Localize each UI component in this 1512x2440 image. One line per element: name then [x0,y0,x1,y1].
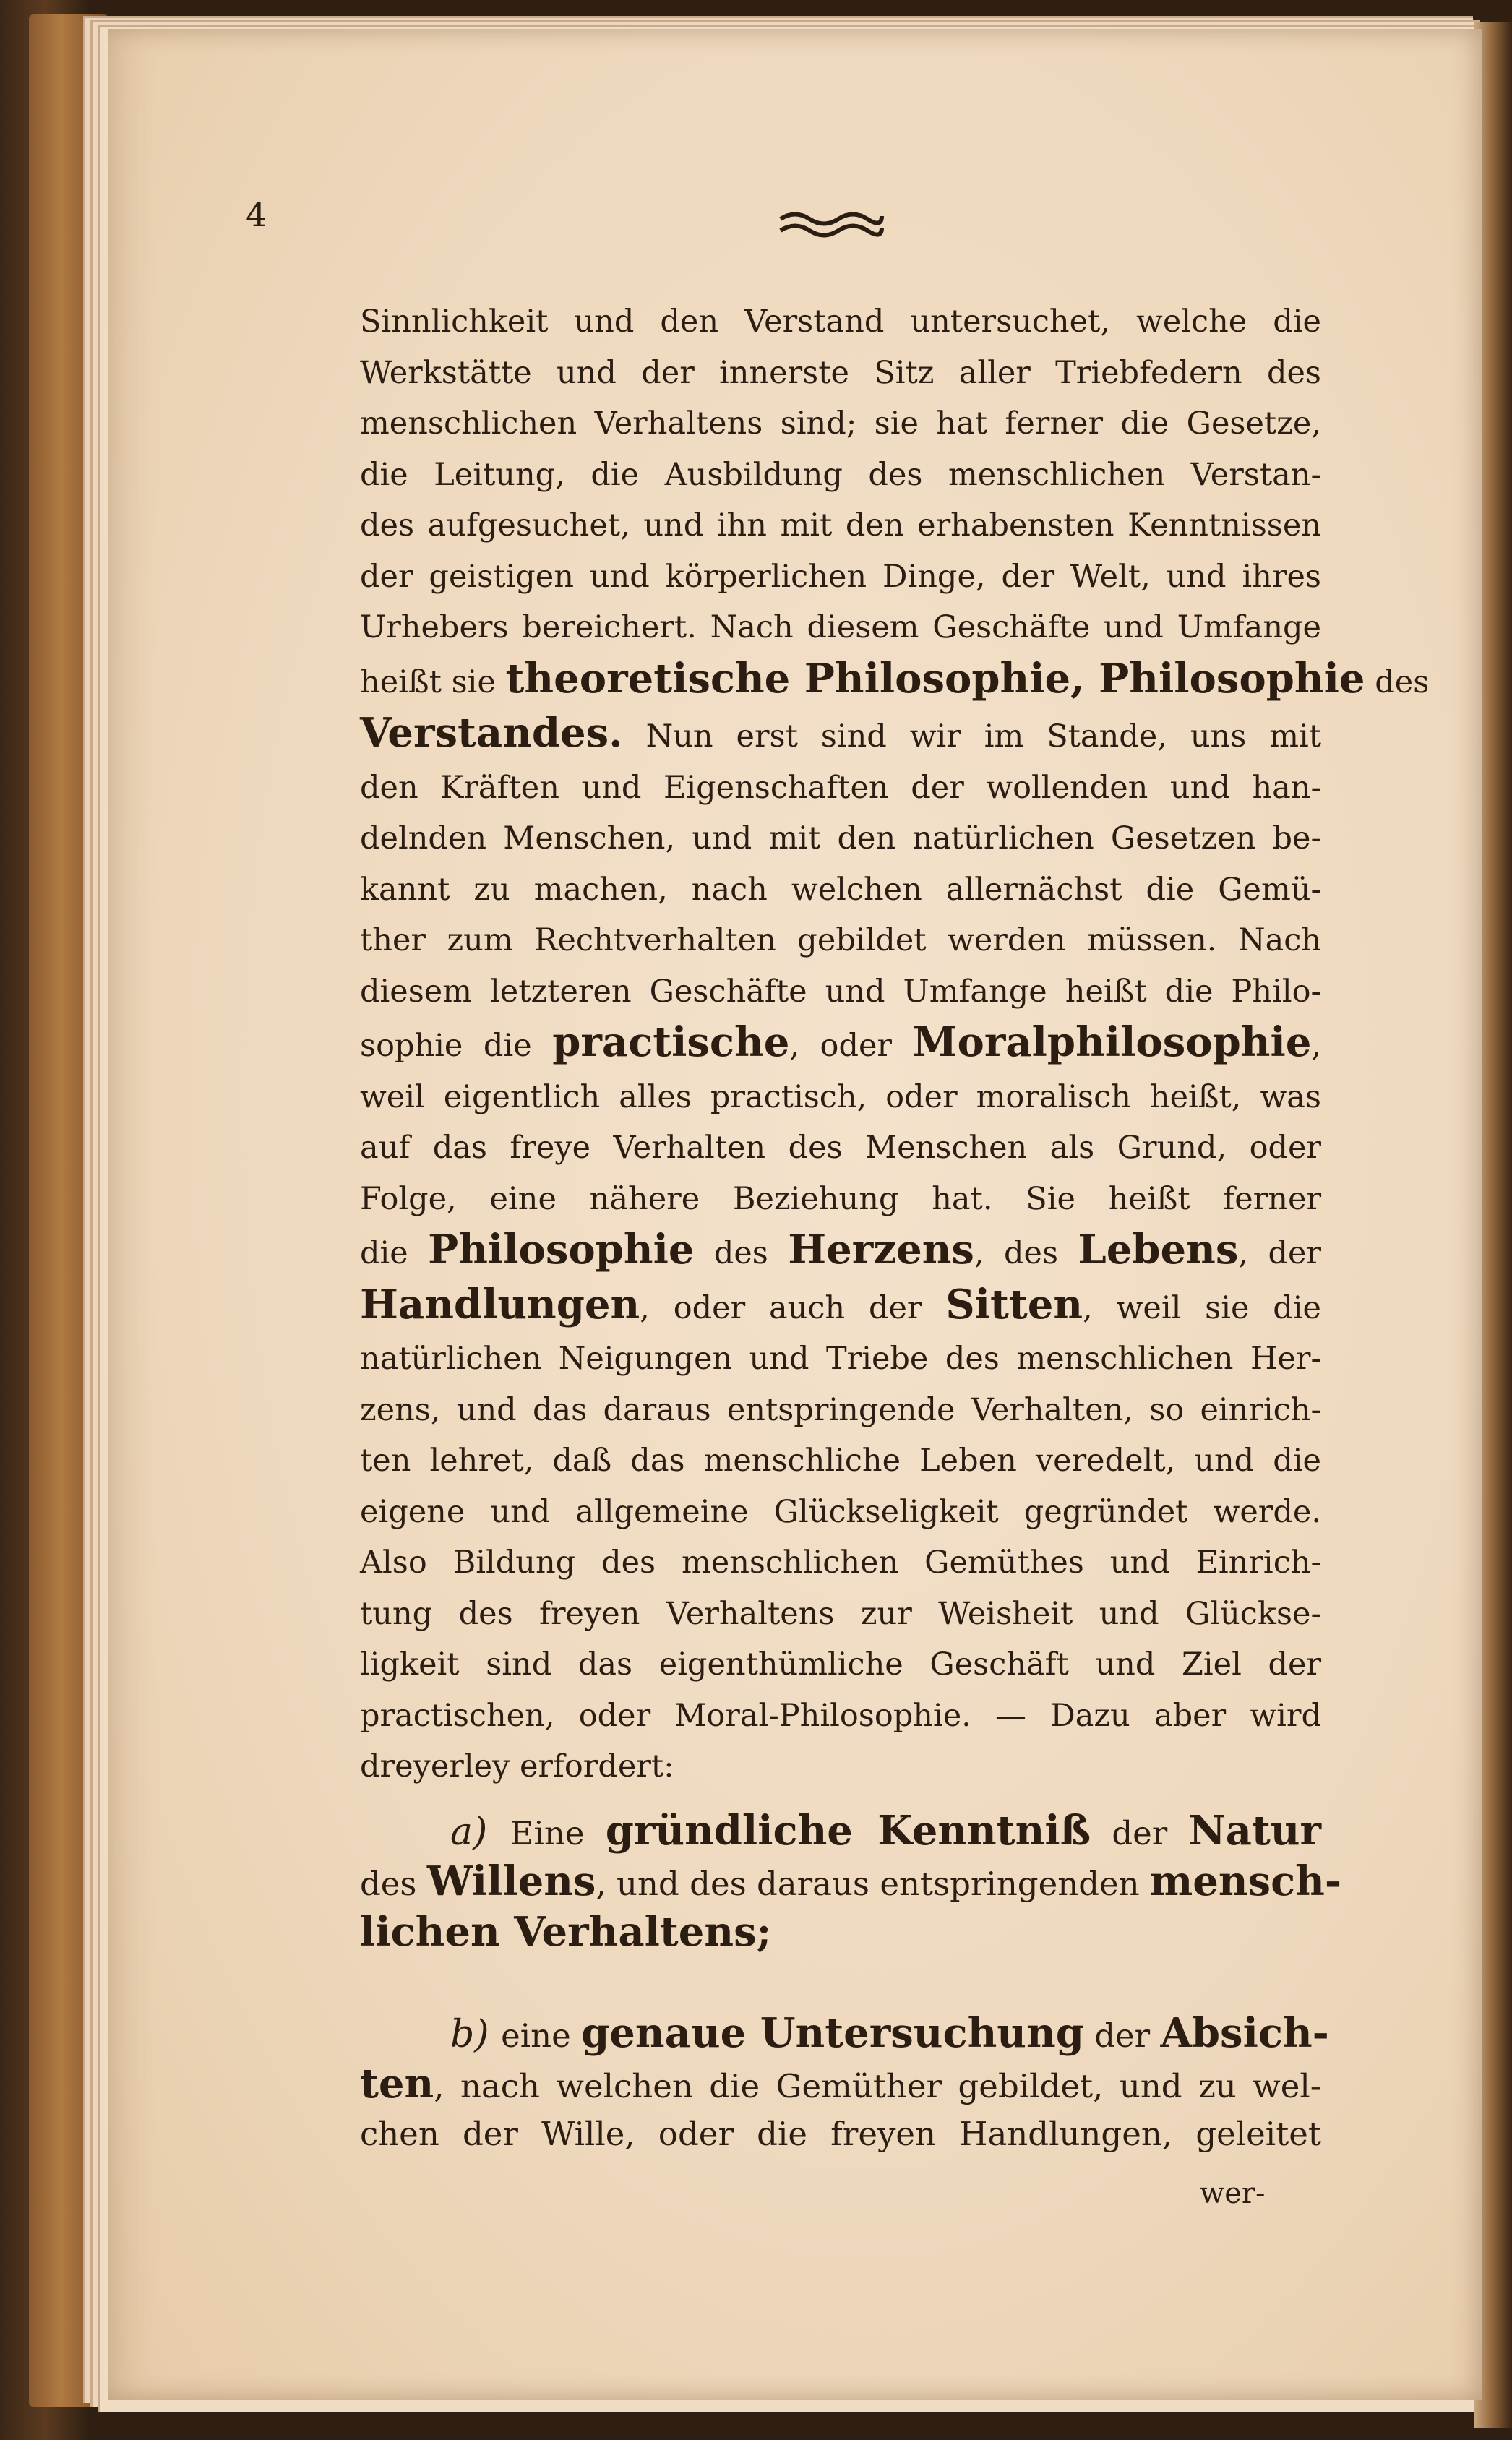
text-run: Urhebers bereichert. Nach diesem Geschäfte und Umfange [360,609,1321,645]
text-line [360,915,1321,966]
text-run: eigene und allgemeine Glückseligkeit gegründet werde. [360,1493,1321,1530]
text-line [360,966,1321,1018]
text-line [360,1017,1321,1072]
emphasized-term: ten [360,2060,434,2108]
text-line [360,2009,1329,2060]
text-run: der geistigen und körperlichen Dinge, der Welt, und ihres [360,558,1321,595]
text-line [360,296,1321,348]
text-line [360,1487,1321,1538]
text-line [360,348,1321,399]
emphasized-term: mensch- [1149,1857,1342,1905]
text-run: practischen, oder Moral-Philosophie. — Dazu aber wird [360,1697,1321,1734]
text-run: Sinnlichkeit und den Verstand untersuchet, welche die [360,304,1321,340]
emphasized-term: Verstandes. [360,709,623,757]
page-number: 4 [246,195,267,234]
text-run: des [360,1865,427,1903]
emphasized-term: Willens [426,1857,596,1905]
text-line [360,1279,1321,1334]
text-run: tung des freyen Verhaltens zur Weisheit und Glückse- [360,1595,1321,1632]
text-run: Folge, eine nähere Beziehung hat. Sie heißt ferner [360,1180,1321,1217]
text-line [360,653,1430,708]
text-line [360,1589,1321,1640]
text-line [360,602,1321,653]
text-line [360,1333,1321,1385]
text-line [360,2110,1321,2158]
text-line [360,1174,1321,1225]
text-run: , und des daraus entspringenden [596,1865,1150,1903]
emphasized-term: lichen Verhaltens; [360,1908,772,1956]
text-run: Eine [510,1814,606,1852]
emphasized-term: Philosophie [428,1226,695,1273]
text-run: menschlichen Verhaltens sind; sie hat ferner die Gesetze, [360,405,1321,442]
emphasized-term: Lebens [1078,1226,1239,1273]
wavy-rule-icon [777,206,885,242]
emphasized-term: Herzens [788,1226,974,1273]
text-line [360,1741,1321,1792]
text-run: Also Bildung des menschlichen Gemüthes und Einrich- [360,1545,1321,1581]
text-run: des [694,1235,789,1271]
catchword: wer- [1200,2177,1266,2210]
text-run: , oder [789,1028,913,1064]
text-line [360,500,1321,551]
text-line [360,1224,1321,1279]
emphasized-term: gründliche Kenntniß [605,1807,1091,1855]
text-line [360,551,1321,603]
list-item [360,1807,1342,1959]
text-line [360,1072,1321,1123]
text-line [360,762,1321,814]
text-line [360,1537,1321,1589]
text-run: , des [974,1235,1078,1271]
list-letter: b) [450,2013,502,2056]
text-line [360,1435,1321,1487]
text-run: delnden Menschen, und mit den natürlichen Gesetzen be- [360,820,1321,856]
text-run: Nun erst sind wir im Stande, uns mit [622,718,1321,755]
list-item [360,2009,1329,2158]
text-run: ligkeit sind das eigenthümliche Geschäft und Ziel der [360,1646,1321,1683]
text-run: zens, und das daraus entspringende Verhalten, so einrich- [360,1391,1321,1428]
text-run: kannt zu machen, nach welchen allernächst die Gemü- [360,871,1321,908]
emphasized-term: Absich- [1160,2009,1329,2057]
text-line [360,1639,1321,1691]
text-run: des aufgesuchet, und ihn mit den erhabensten Kenntnissen [360,507,1321,544]
text-run: die Leitung, die Ausbildung des menschlichen Verstan- [360,456,1321,493]
text-run: ten lehret, daß das menschliche Leben veredelt, und die [360,1443,1321,1479]
text-run: Werkstätte und der innerste Sitz aller Triebfedern des [360,354,1321,391]
emphasized-term: Moralphilosophie [912,1018,1312,1066]
text-run: natürlichen Neigungen und Triebe des menschlichen Her- [360,1341,1321,1377]
text-run: , nach welchen die Gemüther gebildet, und zu wel- [434,2067,1321,2105]
text-run: die [360,1235,429,1271]
emphasized-term: theoretische Philosophie, Philosophie [505,654,1365,703]
text-line [360,1857,1342,1908]
text-line [360,2060,1321,2110]
text-run: , der [1238,1235,1321,1271]
text-run: , [1311,1028,1322,1064]
text-run: heißt sie [360,663,506,700]
text-line [360,1385,1321,1436]
text-run: , weil sie die [1083,1289,1321,1326]
text-run: ther zum Rechtverhalten gebildet werden müssen. Nach [360,922,1321,958]
emphasized-term: genaue Untersuchung [581,2009,1084,2057]
text-run: der [1091,1814,1189,1852]
text-run: auf das freye Verhalten des Menschen als Grund, oder [360,1130,1321,1166]
body-text [360,296,1430,1792]
text-line [360,1807,1321,1857]
text-line [360,398,1321,450]
text-run: dreyerley erfordert: [360,1748,674,1784]
text-run: diesem letzteren Geschäfte und Umfange heißt die Philo- [360,973,1321,1010]
text-run: eine [501,2016,582,2055]
emphasized-term: Sitten [945,1280,1083,1328]
text-line [360,1691,1321,1742]
text-line [360,1908,1321,1959]
text-run: des [1365,663,1430,700]
text-run: der [1083,2016,1161,2055]
text-run: chen der Wille, oder die freyen Handlungen, geleitet [360,2115,1321,2153]
text-run: sophie die [360,1028,553,1064]
text-line [360,1122,1321,1174]
text-run: , oder auch der [640,1289,946,1326]
text-line [360,450,1321,501]
text-line [360,813,1321,864]
emphasized-term: Natur [1188,1807,1321,1855]
text-line [360,708,1321,762]
emphasized-term: practische [552,1018,790,1066]
text-line [360,864,1321,916]
list-letter: a) [450,1810,510,1854]
emphasized-term: Handlungen [360,1280,640,1328]
text-run: den Kräften und Eigenschaften der wollenden und han- [360,769,1321,806]
text-run: weil eigentlich alles practisch, oder moralisch heißt, was [360,1078,1321,1115]
